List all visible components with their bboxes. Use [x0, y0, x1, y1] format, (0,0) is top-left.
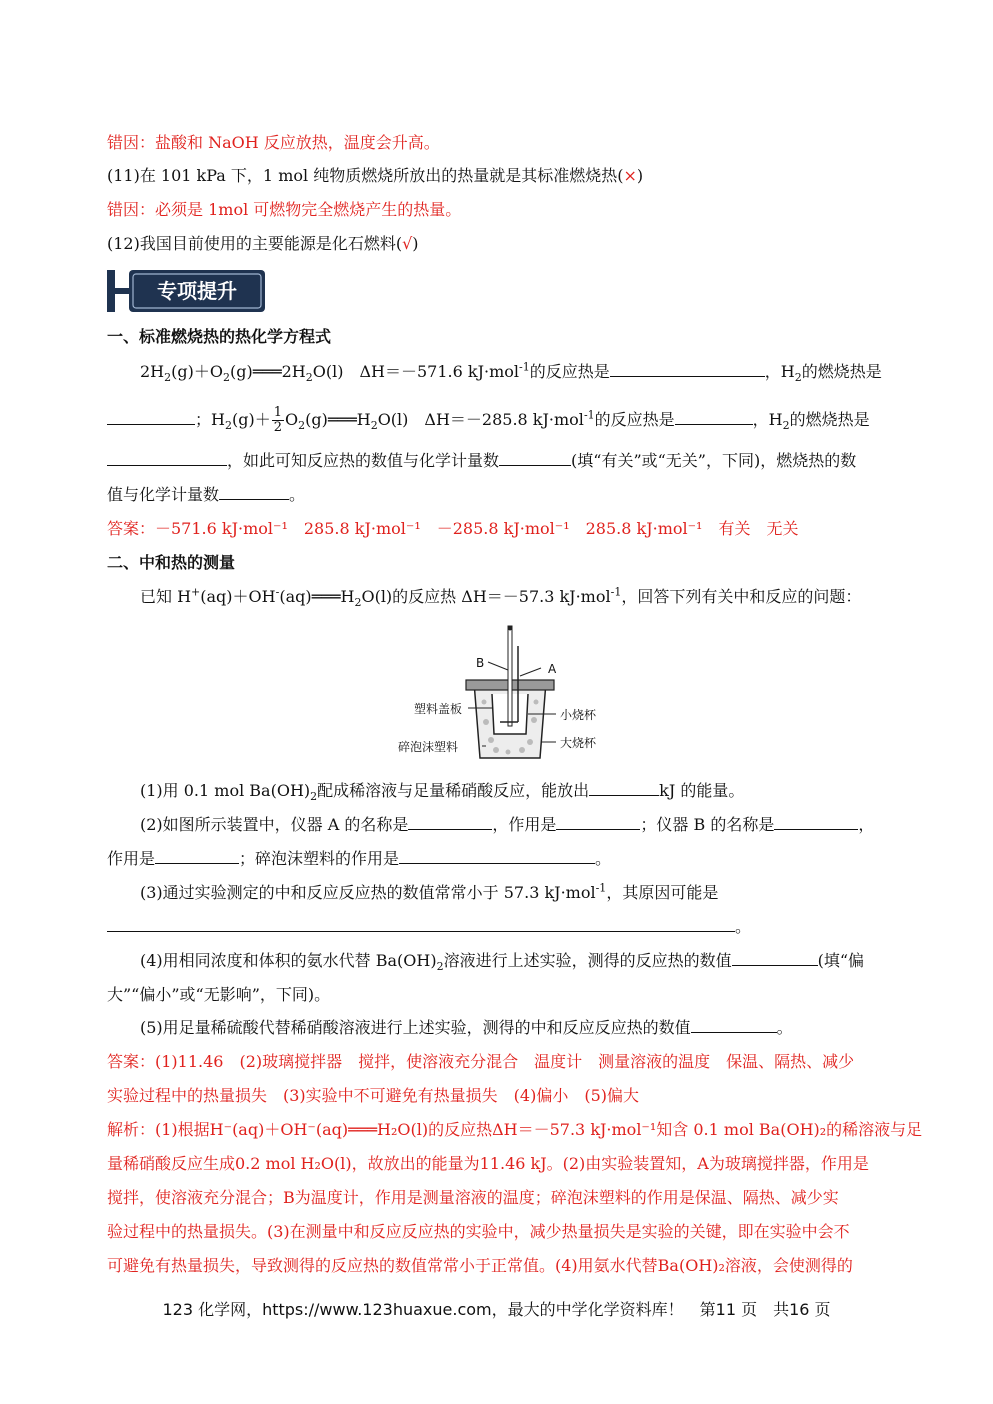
page-footer: 123 化学网，https://www.123huaxue.com，最大的中学化学资料库！ 第11 页 共16 页	[162, 1300, 831, 1319]
section1-para4: 值与化学计量数 。	[107, 485, 306, 504]
question-1: (1)用 0.1 mol $Ba(OH)_2$配成稀溶液与足量稀硝酸反应，能放出 kJ 的能量。	[140, 781, 745, 804]
answer-blank[interactable]	[691, 1018, 777, 1033]
label-foam: 碎泡沫塑料	[398, 740, 459, 754]
question-4-cont: 大”“偏小”或“无影响”，下同)。	[107, 985, 331, 1004]
banner-title: 专项提升	[157, 279, 237, 303]
explanation-line-2: 量稀硝酸反应生成0.2 mol H₂O(l)，故放出的能量为11.46 kJ。(2)由实验装置知，A为玻璃搅拌器，作用是	[107, 1154, 869, 1173]
answer-blank[interactable]	[732, 951, 818, 966]
label-small-beaker: 小烧杯	[560, 708, 597, 722]
section1-heading: 一、标准燃烧热的热化学方程式	[107, 327, 332, 346]
statement-11: (11)在 101 kPa 下，1 mol 纯物质燃烧所放出的热量就是其标准燃烧热(×)	[107, 166, 644, 185]
answer-blank[interactable]	[219, 485, 289, 500]
answer-blank[interactable]	[107, 410, 195, 425]
equation-2: ；$H_2(g)+$ $\frac{1}{2}$ $O_2(g)═══H_2O(l)$ ΔH＝－285.8 kJ·mol$^{-1}$的反应热是 ，$H_2$的燃烧热是	[107, 406, 913, 435]
question-3: (3)通过实验测定的中和反应反应热的数值常常小于 57.3 kJ·mol$^{-1}$，其原因可能是	[140, 881, 719, 902]
question-2-cont: 作用是 ；碎泡沫塑料的作用是 。	[107, 849, 612, 868]
label-big-beaker: 大烧杯	[560, 736, 597, 750]
explanation-line-1: 解析：(1)根据H⁻(aq)＋OH⁻(aq)═══H₂O(l)的反应热ΔH＝－57.3 kJ·mol⁻¹知含 0.1 mol Ba(OH)₂的稀溶液与足	[107, 1120, 923, 1139]
answer-blank[interactable]	[675, 410, 753, 425]
answer-blank[interactable]	[155, 849, 239, 864]
error-reason-1: 错因：盐酸和 NaOH 反应放热，温度会升高。	[107, 133, 440, 152]
answer-blank[interactable]	[774, 815, 858, 830]
answer-blank[interactable]	[107, 917, 735, 932]
label-lid: 塑料盖板	[414, 702, 463, 716]
check-mark-icon: √	[402, 234, 413, 253]
statement-12: (12)我国目前使用的主要能源是化石燃料(√)	[107, 234, 419, 253]
wrong-mark-icon: ×	[623, 166, 637, 185]
section1-para3: ，如此可知反应热的数值与化学计量数 (填“有关”或“无关”，下同)，燃烧热的数	[107, 450, 913, 472]
answer-blank[interactable]	[589, 781, 659, 796]
answer-blank[interactable]	[408, 815, 492, 830]
section-banner	[107, 268, 267, 314]
answer-blank[interactable]	[610, 362, 765, 377]
explanation-line-4: 验过程中的热量损失。(3)在测量中和反应反应热的实验中，减少热量损失是实验的关键，即在实验中会不	[107, 1222, 850, 1241]
explanation-line-5: 可避免有热量损失，导致测得的反应热的数值常常小于正常值。(4)用氨水代替Ba(OH)₂溶液，会使测得的	[107, 1256, 853, 1275]
section2-heading: 二、中和热的测量	[107, 553, 236, 572]
question-4: (4)用相同浓度和体积的氨水代替 $Ba(OH)_2$溶液进行上述实验，测得的反应热的数值 (填“偏	[140, 951, 865, 974]
answer-blank[interactable]	[107, 451, 227, 466]
section1-answer: 答案：－571.6 kJ·mol⁻¹ 285.8 kJ·mol⁻¹ －285.8 kJ·mol⁻¹ 285.8 kJ·mol⁻¹ 有关 无关	[107, 519, 799, 538]
calorimeter-diagram	[396, 622, 616, 764]
label-b: B	[476, 656, 485, 670]
question-5: (5)用足量稀硫酸代替稀硝酸溶液进行上述实验，测得的中和反应反应热的数值 。	[140, 1018, 793, 1037]
explanation-line-3: 搅拌，使溶液充分混合；B为温度计，作用是测量溶液的温度；碎泡沫塑料的作用是保温、隔热、减少实	[107, 1188, 839, 1207]
section2-intro: 已知 $H^+(aq)+OH^-(aq)═══H_2O(l)$的反应热 ΔH＝－57.3 kJ·mol$^{-1}$，回答下列有关中和反应的问题：	[140, 585, 862, 610]
answer-blank[interactable]	[499, 451, 571, 466]
label-a: A	[548, 662, 557, 676]
question-3-blank-line: 。	[107, 916, 913, 938]
answer-line-1: 答案：(1)11.46 (2)玻璃搅拌器 搅拌，使溶液充分混合 温度计 测量溶液的温度 保温、隔热、减少	[107, 1052, 855, 1071]
equation-1: $2H_2(g)+O_2(g)═══2H_2O(l)$ ΔH＝－571.6 kJ·mol$^{-1}$的反应热是 ，$H_2$的燃烧热是	[140, 360, 882, 385]
answer-blank[interactable]	[556, 815, 640, 830]
question-2: (2)如图所示装置中，仪器 A 的名称是 ，作用是 ；仪器 B 的名称是 ，	[140, 815, 875, 834]
answer-line-2: 实验过程中的热量损失 (3)实验中不可避免有热量损失 (4)偏小 (5)偏大	[107, 1086, 639, 1105]
error-reason-2: 错因：必须是 1mol 可燃物完全燃烧产生的热量。	[107, 200, 462, 219]
fraction: $\frac{1}{2}$	[273, 405, 282, 435]
answer-blank[interactable]	[399, 849, 595, 864]
